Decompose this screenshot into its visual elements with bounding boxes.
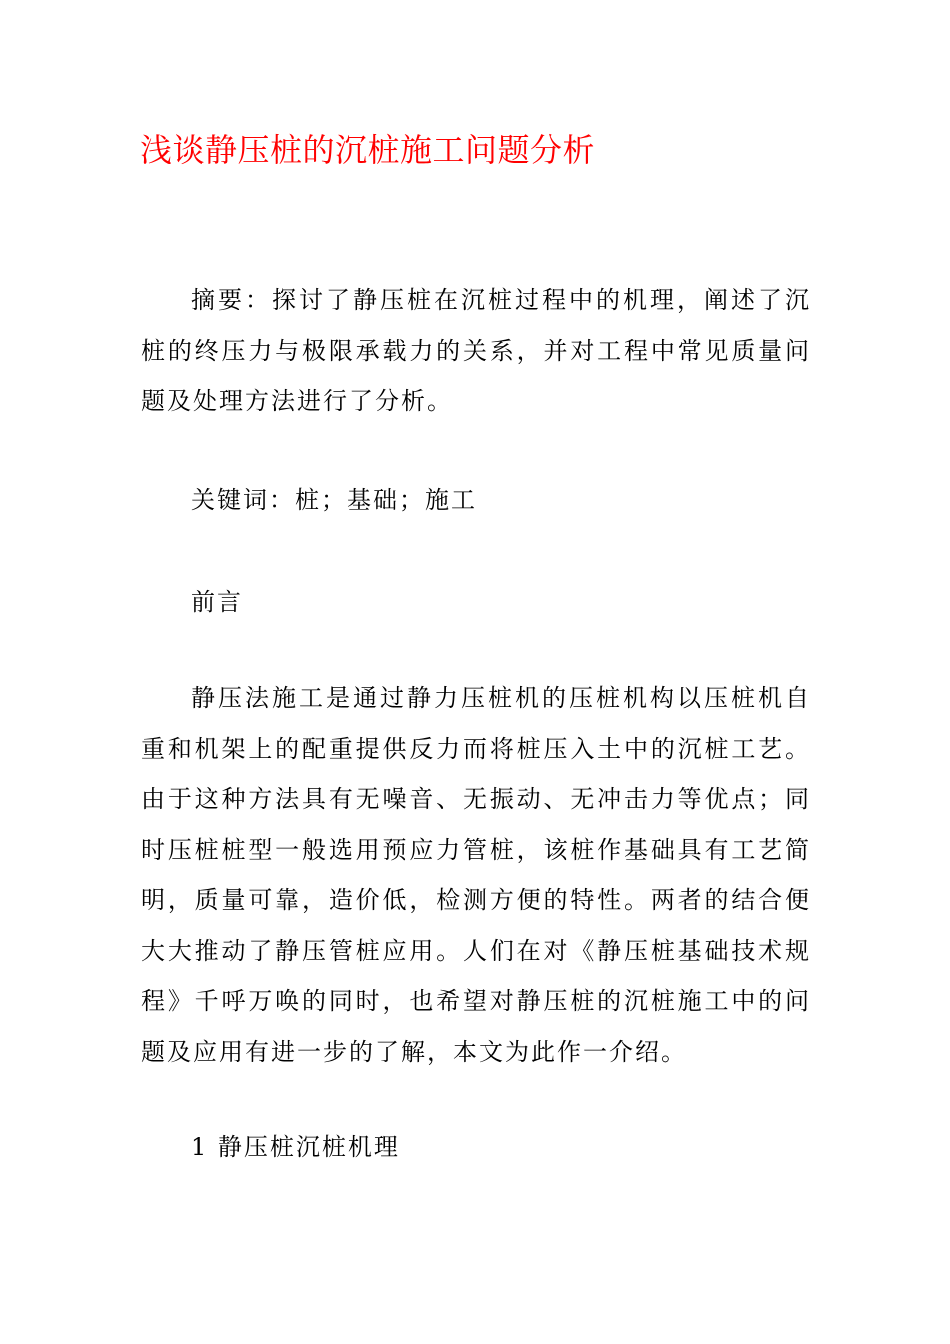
section-1-heading: 1 静压桩沉桩机理 — [191, 1133, 400, 1161]
preface-body-paragraph: 静压法施工是通过静力压桩机的压桩机构以压桩机自重和机架上的配重提供反力而将桩压入土中的沉桩工艺。由于这种方法具有无噪音、无振动、无冲击力等优点；同时压桩桩型一般选用预应力管桩，该桩作基础具有工艺简明，质量可靠，造价低，检测方便的特性。两者的结合便大大推动了静压管桩应用。人们在对《静压桩基础技术规程》千呼万唤的同时，也希望对静压桩的沉桩施工中的问题及应用有进一步的了解，本文为此作一介绍。 — [141, 684, 811, 1066]
keywords-line: 关键词：桩；基础；施工 — [191, 486, 477, 514]
preface-heading: 前言 — [191, 588, 243, 616]
abstract-paragraph: 摘要：探讨了静压桩在沉桩过程中的机理，阐述了沉桩的终压力与极限承载力的关系，并对工程中常见质量问题及处理方法进行了分析。 — [141, 286, 811, 415]
document-title: 浅谈静压桩的沉桩施工问题分析 — [140, 131, 596, 169]
